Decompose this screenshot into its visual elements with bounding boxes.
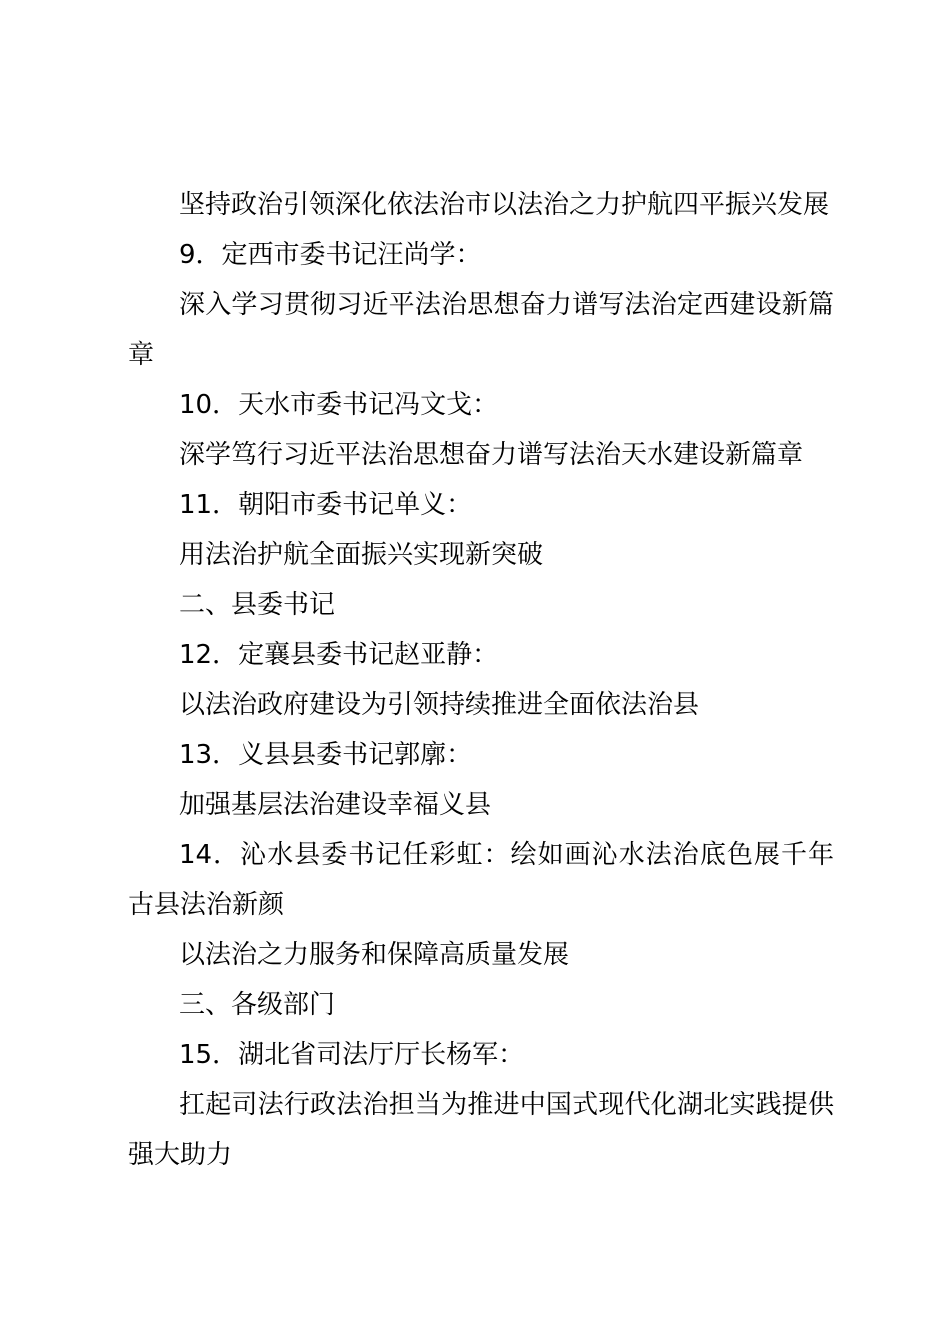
paragraph-title-tianshui: 深学笃行习近平法治思想奋力谱写法治天水建设新篇章 (179, 440, 804, 470)
paragraph-title-yixian: 加强基层法治建设幸福义县 (179, 790, 492, 820)
heading-item-14: 14．沁水县委书记任彩虹：绘如画沁水法治底色展千年古县法治新颜 (128, 840, 834, 920)
paragraph-title-qinshui: 以法治之力服务和保障高质量发展 (179, 940, 570, 970)
heading-item-13: 13．义县县委书记郭廓： (179, 740, 473, 770)
section-heading-departments: 三、各级部门 (179, 990, 336, 1020)
paragraph-title-dingxiang: 以法治政府建设为引领持续推进全面依法治县 (179, 690, 700, 720)
heading-item-15: 15．湖北省司法厅厅长杨军： (179, 1040, 525, 1070)
document-body (128, 180, 834, 1180)
heading-item-12: 12．定襄县委书记赵亚静： (179, 640, 499, 670)
section-heading-county: 二、县委书记 (179, 590, 336, 620)
paragraph-title-siping: 坚持政治引领深化依法治市以法治之力护航四平振兴发展 (179, 190, 830, 220)
paragraph-title-hubei: 扛起司法行政法治担当为推进中国式现代化湖北实践提供强大助力 (128, 1090, 834, 1170)
paragraph-title-dingxi: 深入学习贯彻习近平法治思想奋力谱写法治定西建设新篇章 (128, 290, 834, 370)
heading-item-10: 10．天水市委书记冯文戈： (179, 390, 499, 420)
heading-item-11: 11．朝阳市委书记单义： (179, 490, 473, 520)
heading-item-9: 9．定西市委书记汪尚学： (179, 240, 482, 270)
paragraph-title-chaoyang: 用法治护航全面振兴实现新突破 (179, 540, 544, 570)
